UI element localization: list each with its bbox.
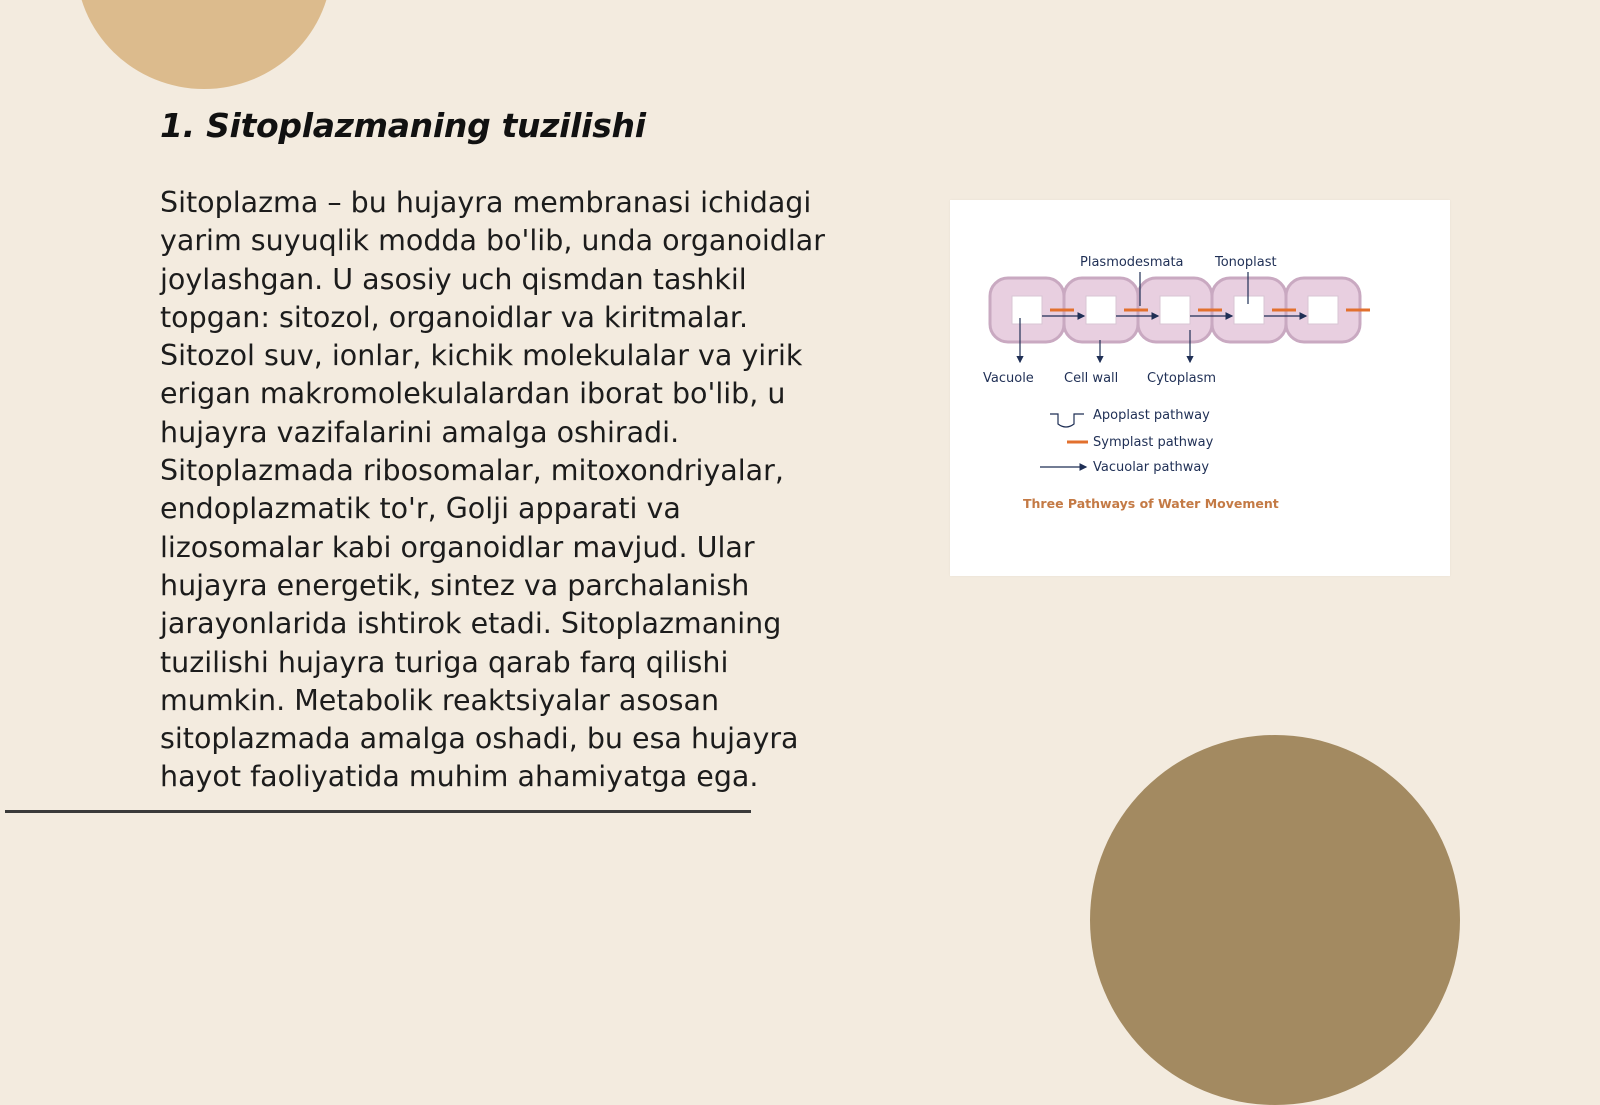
cell-row <box>990 278 1370 342</box>
slide-body-text: Sitoplazma – bu hujayra membranasi ichidagi yarim suyuqlik modda bo'lib, unda organoidlar joylashgan. U asosiy uch qismdan tashkil topgan: sitozol, organoidlar va kiritmalar. Sitozol suv, ionlar, kichik molekulalar va yirik erigan makromolekulalardan iborat bo'lib, u hujayra vazifalarini amalga oshiradi. Sitoplazmada ribosomalar, mitoxondriyalar, endoplazmatik to'r, Golji apparati va lizosomalar kabi organoidlar mavjud. Ular hujayra energetik, sintez va parchalanish jarayonlarida ishtirok etadi. Sitoplazmaning tuzilishi hujayra turiga qarab farq qilishi mumkin. Metabolik reaktsiyalar asosan sitoplazmada amalga oshadi, bu esa hujayra hayot faoliyatida muhim ahamiyatga ega. <box>160 186 825 794</box>
label-tonoplast: Tonoplast <box>1215 255 1277 270</box>
diagram-svg <box>950 200 1450 576</box>
vacuole-3 <box>1160 296 1190 324</box>
label-plasmodesmata: Plasmodesmata <box>1080 255 1184 270</box>
vacuole-4 <box>1234 296 1264 324</box>
apoplast-legend-symbol <box>1050 414 1084 427</box>
label-cytoplasm: Cytoplasm <box>1147 371 1217 386</box>
decorative-circle-bottom <box>1090 735 1460 1105</box>
legend-symplast: Symplast pathway <box>1093 435 1214 450</box>
label-cell-wall: Cell wall <box>1064 371 1119 386</box>
divider-line <box>5 810 751 813</box>
decorative-circle-top <box>76 0 332 89</box>
vacuole-1 <box>1012 296 1042 324</box>
legend-apoplast: Apoplast pathway <box>1093 408 1210 423</box>
vacuole-2 <box>1086 296 1116 324</box>
legend-vacuolar: Vacuolar pathway <box>1093 460 1210 475</box>
slide-title: 1. Sitoplazmaning tuzilishi <box>160 106 646 145</box>
water-pathways-diagram <box>950 200 1450 576</box>
label-vacuole: Vacuole <box>983 371 1034 386</box>
vacuole-5 <box>1308 296 1338 324</box>
diagram-caption: Three Pathways of Water Movement <box>1023 496 1279 511</box>
